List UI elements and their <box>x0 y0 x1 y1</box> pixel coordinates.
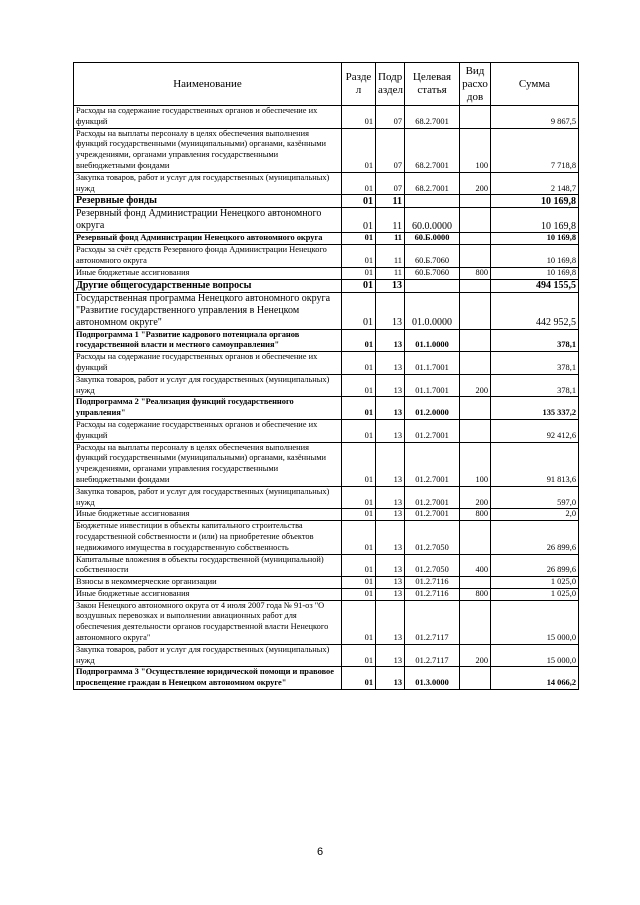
cell-podrazdel: 13 <box>376 352 405 375</box>
cell-vid <box>460 208 491 233</box>
cell-vid: 100 <box>460 442 491 486</box>
table-row <box>74 486 579 509</box>
cell-name: Резервные фонды <box>74 195 342 208</box>
cell-name: Закупка товаров, работ и услуг для государственных (муниципальных) нужд <box>74 172 342 195</box>
cell-vid <box>460 352 491 375</box>
cell-vid: 200 <box>460 374 491 397</box>
cell-razdel: 01 <box>342 128 376 172</box>
cell-razdel: 01 <box>342 419 376 442</box>
cell-podrazdel: 13 <box>376 374 405 397</box>
cell-celevaya: 01.2.7001 <box>405 509 460 521</box>
table-row <box>74 352 579 375</box>
cell-celevaya: 01.2.7001 <box>405 419 460 442</box>
cell-name: Резервный фонд Администрации Ненецкого автономного округа <box>74 208 342 233</box>
cell-summa: 2 148,7 <box>491 172 579 195</box>
cell-podrazdel: 11 <box>376 233 405 245</box>
cell-podrazdel: 11 <box>376 245 405 268</box>
cell-podrazdel: 13 <box>376 292 405 329</box>
cell-celevaya: 01.1.0000 <box>405 329 460 352</box>
cell-vid <box>460 577 491 589</box>
cell-podrazdel: 11 <box>376 267 405 279</box>
cell-podrazdel: 13 <box>376 644 405 667</box>
cell-summa: 494 155,5 <box>491 279 579 292</box>
cell-podrazdel: 13 <box>376 442 405 486</box>
table-row <box>74 245 579 268</box>
cell-celevaya: 68.2.7001 <box>405 106 460 129</box>
cell-celevaya: 60.Б.7060 <box>405 267 460 279</box>
cell-summa: 26 899,6 <box>491 554 579 577</box>
cell-vid <box>460 292 491 329</box>
table-row <box>74 419 579 442</box>
table-row <box>74 577 579 589</box>
header-name: Наименование <box>74 63 342 106</box>
cell-razdel: 01 <box>342 486 376 509</box>
table-header-row <box>74 63 579 106</box>
cell-razdel: 01 <box>342 195 376 208</box>
cell-podrazdel: 13 <box>376 600 405 644</box>
cell-name: Подпрограмма 2 "Реализация функций государственного управления" <box>74 397 342 420</box>
cell-podrazdel: 07 <box>376 128 405 172</box>
cell-podrazdel: 13 <box>376 554 405 577</box>
table-row <box>74 329 579 352</box>
cell-name: Иные бюджетные ассигнования <box>74 509 342 521</box>
header-vid: Вид расхо дов <box>460 63 491 106</box>
cell-vid <box>460 195 491 208</box>
cell-vid <box>460 329 491 352</box>
cell-name: Резервный фонд Администрации Ненецкого автономного округа <box>74 233 342 245</box>
cell-razdel: 01 <box>342 554 376 577</box>
cell-razdel: 01 <box>342 233 376 245</box>
cell-razdel: 01 <box>342 588 376 600</box>
table-row <box>74 267 579 279</box>
cell-celevaya: 01.1.7001 <box>405 352 460 375</box>
cell-name: Закупка товаров, работ и услуг для государственных (муниципальных) нужд <box>74 486 342 509</box>
table-row <box>74 128 579 172</box>
cell-razdel: 01 <box>342 577 376 589</box>
cell-summa: 442 952,5 <box>491 292 579 329</box>
cell-podrazdel: 13 <box>376 521 405 554</box>
budget-table <box>73 62 579 690</box>
cell-vid: 200 <box>460 644 491 667</box>
cell-summa: 10 169,8 <box>491 267 579 279</box>
cell-summa: 10 169,8 <box>491 208 579 233</box>
cell-podrazdel: 07 <box>376 106 405 129</box>
cell-summa: 92 412,6 <box>491 419 579 442</box>
cell-razdel: 01 <box>342 397 376 420</box>
table-row <box>74 442 579 486</box>
cell-name: Бюджетные инвестиции в объекты капитального строительства государственной собственности и (или) на приобретение объектов недвижимого имущества в государственную собственность <box>74 521 342 554</box>
cell-celevaya: 01.2.7117 <box>405 644 460 667</box>
header-podrazdel: Подр аздел <box>376 63 405 106</box>
cell-podrazdel: 13 <box>376 486 405 509</box>
table-row <box>74 554 579 577</box>
cell-celevaya: 01.2.7001 <box>405 486 460 509</box>
table-row <box>74 509 579 521</box>
table-row <box>74 106 579 129</box>
cell-vid <box>460 279 491 292</box>
table-row <box>74 233 579 245</box>
table-row <box>74 600 579 644</box>
cell-vid <box>460 233 491 245</box>
cell-celevaya: 01.2.7117 <box>405 600 460 644</box>
cell-name: Иные бюджетные ассигнования <box>74 267 342 279</box>
cell-razdel: 01 <box>342 352 376 375</box>
cell-razdel: 01 <box>342 374 376 397</box>
cell-vid <box>460 521 491 554</box>
page-number: 6 <box>316 846 324 858</box>
cell-razdel: 01 <box>342 267 376 279</box>
table-row <box>74 374 579 397</box>
cell-summa: 91 813,6 <box>491 442 579 486</box>
table-row <box>74 172 579 195</box>
table-row <box>74 279 579 292</box>
header-summa: Сумма <box>491 63 579 106</box>
cell-vid: 400 <box>460 554 491 577</box>
cell-celevaya: 60.0.0000 <box>405 208 460 233</box>
cell-celevaya: 01.2.7050 <box>405 521 460 554</box>
cell-vid: 100 <box>460 128 491 172</box>
cell-podrazdel: 07 <box>376 172 405 195</box>
cell-razdel: 01 <box>342 521 376 554</box>
cell-razdel: 01 <box>342 600 376 644</box>
cell-summa: 135 337,2 <box>491 397 579 420</box>
cell-podrazdel: 13 <box>376 279 405 292</box>
cell-vid: 800 <box>460 509 491 521</box>
cell-summa: 14 066,2 <box>491 667 579 690</box>
cell-razdel: 01 <box>342 644 376 667</box>
header-celevaya: Целевая статья <box>405 63 460 106</box>
cell-name: Расходы на содержание государственных органов и обеспечение их функций <box>74 352 342 375</box>
cell-podrazdel: 11 <box>376 208 405 233</box>
cell-celevaya: 60.Б.7060 <box>405 245 460 268</box>
cell-summa: 10 169,8 <box>491 195 579 208</box>
cell-summa: 1 025,0 <box>491 588 579 600</box>
cell-summa: 26 899,6 <box>491 521 579 554</box>
cell-name: Государственная программа Ненецкого автономного округа "Развитие государственного управления в Ненецком автономном округе" <box>74 292 342 329</box>
cell-name: Закупка товаров, работ и услуг для государственных (муниципальных) нужд <box>74 644 342 667</box>
table-row <box>74 644 579 667</box>
cell-celevaya: 01.2.7116 <box>405 577 460 589</box>
cell-razdel: 01 <box>342 667 376 690</box>
cell-vid: 800 <box>460 588 491 600</box>
cell-podrazdel: 13 <box>376 329 405 352</box>
cell-name: Закон Ненецкого автономного округа от 4 июля 2007 года № 91-оз "О воздушных перевозках и выполнении авиационных работ для обеспечения деятельности органов государственной власти Ненецкого автономного округа" <box>74 600 342 644</box>
cell-celevaya: 68.2.7001 <box>405 128 460 172</box>
cell-name: Расходы на выплаты персоналу в целях обеспечения выполнения функций государственными (муниципальными) органами, казёнными учреждениями, органами управления государственными внебюджетными фондами <box>74 128 342 172</box>
cell-podrazdel: 13 <box>376 667 405 690</box>
cell-name: Расходы на содержание государственных органов и обеспечение их функций <box>74 419 342 442</box>
cell-vid <box>460 600 491 644</box>
cell-celevaya: 68.2.7001 <box>405 172 460 195</box>
cell-vid: 200 <box>460 486 491 509</box>
cell-vid <box>460 245 491 268</box>
cell-name: Подпрограмма 3 "Осуществление юридической помощи и правовое просвещение граждан в Ненецком автономном округе" <box>74 667 342 690</box>
cell-vid: 800 <box>460 267 491 279</box>
cell-razdel: 01 <box>342 208 376 233</box>
cell-name: Капитальные вложения в объекты государственной (муниципальной) собственности <box>74 554 342 577</box>
cell-vid <box>460 419 491 442</box>
cell-razdel: 01 <box>342 172 376 195</box>
cell-celevaya: 60.Б.0000 <box>405 233 460 245</box>
cell-name: Другие общегосударственные вопросы <box>74 279 342 292</box>
cell-razdel: 01 <box>342 279 376 292</box>
cell-vid <box>460 397 491 420</box>
table-row <box>74 195 579 208</box>
cell-summa: 9 867,5 <box>491 106 579 129</box>
cell-summa: 7 718,8 <box>491 128 579 172</box>
cell-celevaya <box>405 195 460 208</box>
cell-podrazdel: 13 <box>376 577 405 589</box>
cell-name: Расходы на выплаты персоналу в целях обеспечения выполнения функций государственными (муниципальными) органами, казёнными учреждениями, органами управления государственными внебюджетными фондами <box>74 442 342 486</box>
cell-podrazdel: 13 <box>376 509 405 521</box>
cell-name: Подпрограмма 1 "Развитие кадрового потенциала органов государственной власти и местного самоуправления" <box>74 329 342 352</box>
cell-summa: 2,0 <box>491 509 579 521</box>
cell-celevaya: 01.2.0000 <box>405 397 460 420</box>
cell-podrazdel: 11 <box>376 195 405 208</box>
cell-celevaya: 01.2.7116 <box>405 588 460 600</box>
cell-summa: 1 025,0 <box>491 577 579 589</box>
cell-razdel: 01 <box>342 292 376 329</box>
cell-name: Взносы в некоммерческие организации <box>74 577 342 589</box>
cell-name: Иные бюджетные ассигнования <box>74 588 342 600</box>
cell-celevaya: 01.2.7050 <box>405 554 460 577</box>
header-razdel: Разде л <box>342 63 376 106</box>
cell-podrazdel: 13 <box>376 397 405 420</box>
table-row <box>74 208 579 233</box>
table-row <box>74 397 579 420</box>
table-body <box>74 106 579 690</box>
cell-celevaya: 01.0.0000 <box>405 292 460 329</box>
cell-summa: 597,0 <box>491 486 579 509</box>
cell-name: Закупка товаров, работ и услуг для государственных (муниципальных) нужд <box>74 374 342 397</box>
table-row <box>74 292 579 329</box>
cell-vid <box>460 106 491 129</box>
cell-celevaya: 01.2.7001 <box>405 442 460 486</box>
cell-summa: 15 000,0 <box>491 600 579 644</box>
table-row <box>74 588 579 600</box>
cell-razdel: 01 <box>342 106 376 129</box>
cell-name: Расходы на содержание государственных органов и обеспечение их функций <box>74 106 342 129</box>
cell-summa: 15 000,0 <box>491 644 579 667</box>
cell-summa: 10 169,8 <box>491 233 579 245</box>
table-row <box>74 521 579 554</box>
cell-celevaya: 01.1.7001 <box>405 374 460 397</box>
cell-celevaya <box>405 279 460 292</box>
cell-vid: 200 <box>460 172 491 195</box>
cell-razdel: 01 <box>342 442 376 486</box>
cell-summa: 378,1 <box>491 329 579 352</box>
cell-celevaya: 01.3.0000 <box>405 667 460 690</box>
cell-razdel: 01 <box>342 329 376 352</box>
cell-summa: 10 169,8 <box>491 245 579 268</box>
table-row <box>74 667 579 690</box>
cell-podrazdel: 13 <box>376 588 405 600</box>
cell-name: Расходы за счёт средств Резервного фонда Администрации Ненецкого автономного округа <box>74 245 342 268</box>
cell-vid <box>460 667 491 690</box>
cell-razdel: 01 <box>342 509 376 521</box>
cell-razdel: 01 <box>342 245 376 268</box>
cell-summa: 378,1 <box>491 374 579 397</box>
cell-podrazdel: 13 <box>376 419 405 442</box>
cell-summa: 378,1 <box>491 352 579 375</box>
